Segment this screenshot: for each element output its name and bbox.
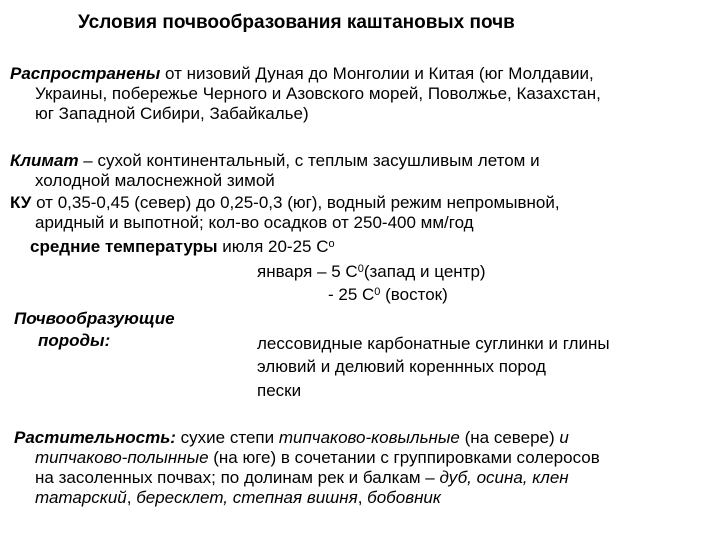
distribution-line-3: юг Западной Сибири, Забайкалье) — [35, 104, 309, 123]
ku-text-1: от 0,35-0,45 (север) до 0,25-0,3 (юг), водный режим непромывной, — [31, 193, 560, 212]
ku-line-1 — [10, 193, 560, 212]
temperature-east: - 25 С — [328, 285, 375, 304]
temperature-january: января – 5 С — [257, 262, 358, 281]
vegetation-text-3b: дуб, осина, клен — [439, 468, 569, 487]
climate-text-1: – сухой континентальный, с теплым засушливым летом и — [78, 151, 540, 170]
temperature-east-degree: 0 — [374, 286, 381, 298]
vegetation-text-1d: и — [559, 428, 569, 447]
temperature-line-january — [257, 262, 486, 281]
rocks-item-3: пески — [257, 381, 302, 400]
vegetation-text-1c: (на севере) — [459, 428, 560, 447]
temperature-july-degree: о — [328, 238, 335, 250]
vegetation-text-2a: типчаково-полынные — [35, 448, 209, 467]
distribution-text-1: от низовий Дуная до Монголии и Китая (юг Молдавии, — [160, 64, 594, 83]
temperature-line-east — [328, 285, 448, 304]
vegetation-label: Растительность: — [14, 428, 176, 447]
vegetation-line-1 — [14, 428, 569, 447]
vegetation-text-4e: бобовник — [367, 488, 441, 507]
vegetation-line-2 — [35, 448, 600, 467]
temperature-january-region: (запад и центр) — [363, 262, 486, 281]
temperature-july: июля 20-25 С — [217, 237, 329, 256]
rocks-item-2: элювий и делювий кореннных пород — [257, 357, 546, 376]
temperature-january-degree: 0 — [357, 263, 364, 275]
vegetation-text-2b: (на юге) в сочетании с группировками солеросов — [208, 448, 600, 467]
vegetation-text-4a: татарский — [35, 488, 127, 507]
ku-label: КУ — [10, 193, 32, 212]
vegetation-text-4d: , — [357, 488, 368, 507]
distribution-line-2: Украины, побережье Черного и Азовского морей, Поволжье, Казахстан, — [35, 84, 601, 103]
vegetation-text-4c: бересклет, степная вишня — [136, 488, 358, 507]
vegetation-text-1a: сухие степи — [175, 428, 279, 447]
rocks-label-1: Почвообразующие — [14, 309, 175, 328]
temperature-east-region: (восток) — [380, 285, 448, 304]
rocks-item-1: лессовидные карбонатные суглинки и глины — [257, 334, 610, 353]
ku-line-2: аридный и выпотной; кол-во осадков от 250-400 мм/год — [35, 213, 474, 232]
vegetation-line-3 — [35, 468, 569, 487]
distribution-label: Распространены — [10, 64, 161, 83]
distribution-line-1 — [10, 64, 594, 83]
temperature-line-july — [30, 237, 335, 256]
climate-line-1 — [10, 151, 540, 170]
vegetation-line-4 — [35, 488, 441, 507]
rocks-label-2: породы: — [38, 331, 111, 350]
climate-line-2: холодной малоснежной зимой — [35, 171, 275, 190]
vegetation-text-3a: на засоленных почвах; по долинам рек и балкам – — [35, 468, 440, 487]
temperature-label: средние температуры — [30, 237, 218, 256]
climate-label: Климат — [10, 151, 79, 170]
vegetation-text-4b: , — [126, 488, 137, 507]
page-title: Условия почвообразования каштановых почв — [78, 12, 515, 33]
vegetation-text-1b: типчаково-ковыльные — [278, 428, 460, 447]
